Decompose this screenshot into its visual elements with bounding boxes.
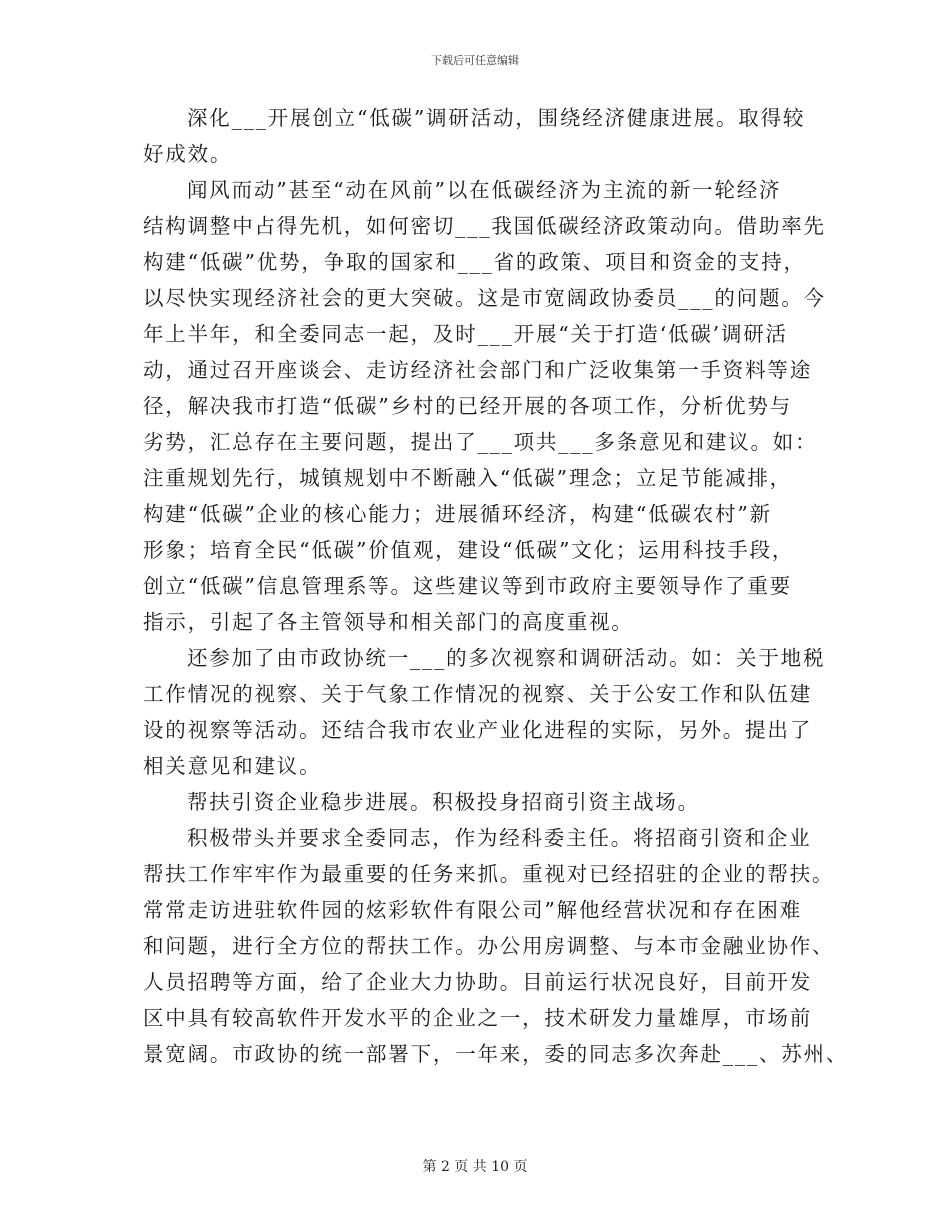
document-body (143, 100, 849, 1072)
paragraph-first-line: 闻风而动”甚至“动在风前”以在低碳经济为主流的新一轮经济 (187, 178, 782, 202)
paragraph-line: 和问题，进行全方位的帮扶工作。办公用房调整、与本市金融业协作、 (143, 934, 835, 958)
paragraph-line: 相关意见和建议。 (143, 754, 322, 778)
paragraph-line: 帮扶工作牢牢作为最重要的任务来抓。重视对已经招驻的企业的帮扶。 (143, 862, 835, 886)
paragraph-first-line: 还参加了由市政协统一___的多次视察和调研活动。如：关于地税 (187, 646, 826, 670)
page-header-note: 下载后可任意编辑 (431, 54, 519, 67)
paragraph-line: 人员招聘等方面，给了企业大力协助。目前运行状况良好，目前开发 (143, 970, 812, 994)
paragraph-line: 常常走访进驻软件园的炫彩软件有限公司”解他经营状况和存在困难 (143, 898, 802, 922)
paragraph-line: 创立“低碳”信息管理系等。这些建议等到市政府主要领导作了重要 (143, 574, 792, 598)
paragraph-line: 动，通过召开座谈会、走访经济社会部门和广泛收集第一手资料等途 (143, 358, 812, 382)
paragraph-line: 好成效。 (143, 142, 233, 166)
paragraph-line: 径，解决我市打造“低碳”乡村的已经开展的各项工作，分析优势与 (143, 394, 792, 418)
paragraph-line: 工作情况的视察、关于气象工作情况的视察、关于公安工作和队伍建 (143, 682, 812, 706)
paragraph-line: 设的视察等活动。还结合我市农业产业化进程的实际，另外。提出了 (143, 718, 812, 742)
paragraph-line: 结构调整中占得先机，如何密切___我国低碳经济政策动向。借助率先 (143, 214, 826, 238)
paragraph-first-line: 深化___开展创立“低碳”调研活动，围绕经济健康进展。取得较 (187, 106, 806, 130)
paragraph-line: 劣势，汇总存在主要问题，提出了___项共___多条意见和建议。如： (143, 430, 818, 454)
paragraph-line: 景宽阔。市政协的统一部署下，一年来，委的同志多次奔赴___、苏州、 (143, 1042, 849, 1066)
paragraph-line: 构建“低碳”优势，争取的国家和___省的政策、项目和资金的支持， (143, 250, 806, 274)
paragraph-line: 指示，引起了各主管领导和相关部门的高度重视。 (143, 610, 634, 634)
paragraph-line: 区中具有较高软件开发水平的企业之一，技术研发力量雄厚，市场前 (143, 1006, 812, 1030)
paragraph-first-line: 帮扶引资企业稳步进展。积极投身招商引资主战场。 (187, 790, 700, 814)
paragraph-line: 形象；培育全民“低碳”价值观，建设“低碳”文化；运用科技手段， (143, 538, 795, 562)
paragraph-line: 年上半年，和全委同志一起，及时___开展“关于打造‘低碳’调研活 (143, 322, 788, 346)
paragraph-line: 以尽快实现经济社会的更大突破。这是市宽阔政协委员___的问题。今 (143, 286, 826, 310)
page-number-footer: 第 2 页 共 10 页 (422, 1159, 528, 1175)
paragraph-first-line: 积极带头并要求全委同志，作为经科委主任。将招商引资和企业 (187, 826, 812, 850)
paragraph-line: 注重规划先行，城镇规划中不断融入“低碳”理念；立足节能减排， (143, 466, 792, 490)
paragraph-line: 构建“低碳”企业的核心能力；进展循环经济，构建“低碳农村”新 (143, 502, 772, 526)
